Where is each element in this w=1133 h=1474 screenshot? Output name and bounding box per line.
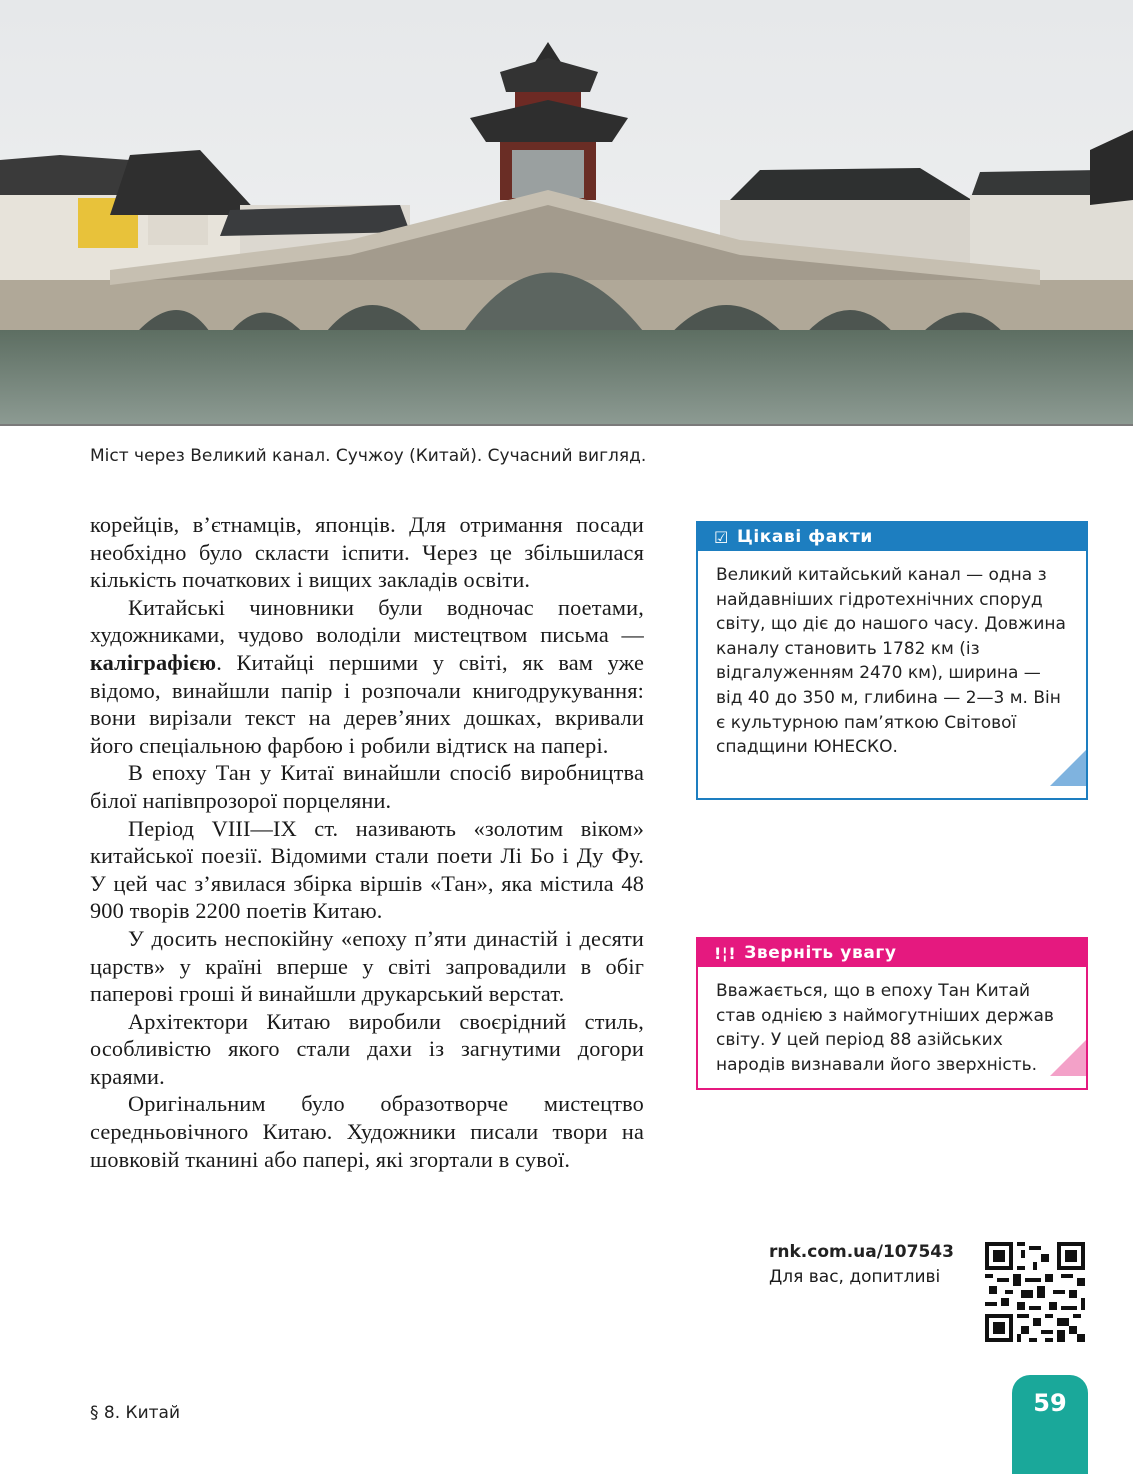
paragraph: Оригінальним було образотворче мистецтво середньовічного Китаю. Художники писали твори на шовковій тканині або папері, які згортали в сувої. [90, 1091, 644, 1172]
paragraph: Період VIII—IX ст. називають «золотим віком» китайської поезії. Відомими стали поети Лі Бо і Ду Фу. У цей час з’явилася збірка віршів «Тан», яка містила 48 900 творів 2200 поетів Китаю. [90, 815, 644, 924]
facts-box-header [698, 523, 1086, 551]
facts-box-body [698, 551, 1086, 786]
resource-label: Для вас, допитливі [769, 1267, 941, 1287]
section-footer: § 8. Китай [90, 1403, 181, 1423]
page-number: 59 [1012, 1375, 1088, 1474]
text-segment: Китайські чиновники були водночас поетами, художниками, чудово володіли мистецтвом письма — [90, 594, 644, 648]
facts-box [696, 521, 1088, 800]
text-segment: . Китайці першими у світі, як вам уже відомо, винайшли папір і розпочали книгодрукування: вони вирізали текст на дерев’яних дошках, вкривали його спеціальною фарбою і робили відтиск на папері. [90, 649, 644, 758]
paragraph: Архітектори Китаю виробили своєрідний стиль, особливістю якого стали дахи із загнутими догори краями. [90, 1008, 644, 1089]
bridge-photo [0, 0, 1133, 426]
exclamation-icon: !¦! [714, 943, 737, 963]
qr-code-icon[interactable] [985, 1242, 1085, 1342]
bridge-illustration [0, 0, 1133, 426]
paragraph: В епоху Тан у Китаї винайшли спосіб виробництва білої напівпрозорої порцеляни. [90, 760, 644, 813]
resource-link [769, 1240, 954, 1290]
attention-box-body [698, 967, 1086, 1076]
resource-url[interactable]: rnk.com.ua/107543 [769, 1242, 954, 1262]
corner-fold-icon [1050, 1040, 1086, 1076]
attention-box-title: Зверніть увагу [744, 943, 897, 963]
qr-code-graphic [985, 1242, 1085, 1342]
attention-box [696, 937, 1088, 1090]
paragraph: корейців, в’єтнамців, японців. Для отримання посади необхідно було скласти іспити. Через це збільшилася кількість початкових і вищих закладів освіти. [90, 512, 644, 593]
bold-term: каліграфією [90, 649, 217, 675]
facts-box-text: Великий китайський канал — одна з найдавніших гідротехнічних споруд світу, що діє до нашого часу. Довжина каналу становить 1782 км (із відгалуженням 2470 км), ширина — від 40 до 350 м, глибина — 2—3 м. Він є культурною пам’яткою Світової спадщини ЮНЕСКО. [716, 565, 1066, 758]
photo-caption: Міст через Великий канал. Сучжоу (Китай). Сучасний вигляд. [90, 446, 647, 466]
checkbox-icon: ☑ [714, 527, 729, 547]
attention-box-header [698, 939, 1086, 967]
corner-fold-icon [1050, 750, 1086, 786]
main-text [90, 511, 644, 1173]
facts-box-title: Цікаві факти [736, 527, 873, 547]
paragraph [90, 594, 644, 760]
attention-box-text: Вважається, що в епоху Тан Китай став однією з наймогутніших держав світу. У цей період 88 азійських народів визнавали його зверхність. [716, 981, 1054, 1075]
paragraph: У досить неспокійну «епоху п’яти династій і десяти царств» у країні вперше у світі запровадили в обіг паперові гроші й винайшли друкарський верстат. [90, 925, 644, 1007]
